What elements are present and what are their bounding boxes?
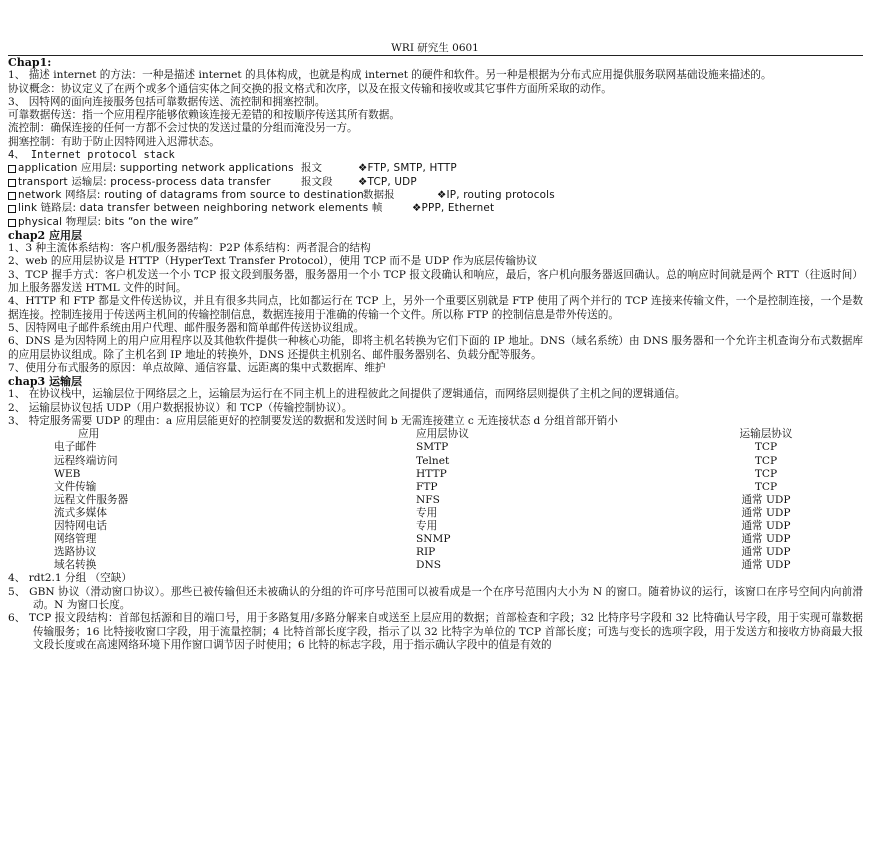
chap3-item-4: 4、 rdt2.1 分组 （空缺） [8, 572, 132, 585]
table-row: 远程终端访问 Telnet TCP [54, 454, 778, 467]
chap1-p3: 3、 因特网的面向连接服务包括可靠数据传送、流控制和拥塞控制。 [8, 95, 326, 108]
page-header: WRI 研究生 0601 [391, 42, 479, 54]
chap2-item-1: 1、3 种主流体系结构：客户机/服务器结构：P2P 体系结构：两者混合的结构 [8, 242, 371, 255]
chap2-item-3: 3、TCP 握手方式：客户机发送一个小 TCP 报文段到服务器，服务器用一个小 TCP 报文段确认和响应，最后，客户机向服务器返回确认。总的响应时间就是两个 RTT（往返时间）加上服务器发送 HTML 文件的时间。 [8, 268, 863, 295]
chap2-item-2: 2、web 的应用层协议是 HTTP（HyperText Transfer Protocol），使用 TCP 而不是 UDP 作为底层传输协议 [8, 255, 538, 268]
chap1-protocol-definition: 协议概念：协议定义了在两个或多个通信实体之间交换的报文格式和次序，以及在报文传输和接收或其它事件方面所采取的动作。 [8, 82, 612, 95]
chap1-p7: 4、 Internet protocol stack [8, 149, 175, 162]
udp-tcp-table [8, 428, 846, 572]
stack-layer-transport: transport 运输层: process-process data transfer 报文段 ❖TCP, UDP [8, 176, 863, 189]
chap3-item-2: 2、 运输层协议包括 UDP（用户数据报协议）和 TCP（传输控制协议）。 [8, 401, 353, 414]
table-row: WEB HTTP TCP [54, 467, 778, 480]
chap1-p6: 拥塞控制：有助于防止因特网进入迟滞状态。 [8, 135, 220, 148]
table-row: 远程文件服务器 NFS 通常 UDP [54, 493, 791, 506]
table-row: 因特网电话 专用 通常 UDP [54, 519, 791, 532]
chap3-item-6: 6、 TCP 报文段结构：首部包括源和目的端口号，用于多路复用/多路分解来自或送至上层应用的数据；首部检查和字段；32 比特序号字段和 32 比特确认号字段，用于实现可靠数据传输服务；16 比特接收窗口字段，用于流量控制；4 比特首部长度字段，指示了以 32 比特字为单位的 TCP 首部长度；可选与变长的选项字段，用于发送方和接收方协商最大报文段长度或在高速网络环境下用作窗口调节因子时使用；6 比特的标志字段，用于指示确认字段中的值是有效的 [8, 612, 863, 651]
table-row: 域名转换 DNS 通常 UDP [54, 559, 791, 572]
table-header-row: 应用 应用层协议 运输层协议 [78, 428, 793, 441]
stack-layer-network: network 网络层: routing of datagrams from source to destination 数据报 ❖IP, routing protocols [8, 189, 863, 202]
chap2-item-4: 4、HTTP 和 FTP 都是文件传送协议，并且有很多共同点，比如都运行在 TCP 上，另外一个重要区别就是 FTP 使用了两个并行的 TCP 连接来传输文件，一个是控制连接，一个是数据连接。控制连接用于传送两主机间的传输控制信息，数据连接用于准确的传输一个文件。所以称 FTP 的控制信息是带外传送的。 [8, 295, 863, 321]
checkbox-icon [8, 179, 16, 187]
stack-layer-physical: physical 物理层: bits “on the wire” [8, 216, 863, 229]
table-row: 流式多媒体 专用 通常 UDP [54, 506, 791, 519]
chap1-p1: 1、 描述 internet 的方法：一种是描述 internet 的具体构成，也就是构成 internet 的硬件和软件。另一种是根据为分布式应用提供服务联网基础设施来描述的。 [8, 69, 772, 82]
checkbox-icon [8, 165, 16, 173]
chap2-item-5: 5、因特网电子邮件系统由用户代理、邮件服务器和简单邮件传送协议组成。 [8, 321, 365, 334]
table-row: 选路协议 RIP 通常 UDP [54, 546, 791, 559]
chap3-item-5: 5、 GBN 协议（滑动窗口协议）。那些已被传输但还未被确认的分组的许可序号范围可以被看成是一个在序号范围内大小为 N 的窗口。随着协议的运行，该窗口在序号空间内向前滑动。N 为窗口长度。 [8, 585, 863, 611]
checkbox-icon [8, 219, 16, 227]
stack-layer-link: link 链路层: data transfer between neighboring network elements 帧 ❖PPP, Ethernet [8, 202, 863, 215]
chap2-item-6: 6、DNS 是为因特网上的用户应用程序以及其他软件提供一种核心功能，即将主机名转换为它们下面的 IP 地址。DNS（域名系统）由 DNS 服务器和一个允许主机查询分布式数据库的应用层协议组成。除了主机名到 IP 地址的转换外，DNS 还提供主机别名、邮件服务器别名、负载分配等服务。 [8, 335, 863, 361]
chap1-title: Chap1: [8, 56, 52, 69]
chap1-p5: 流控制：确保连接的任何一方都不会过快的发送过量的分组而淹没另一方。 [8, 122, 358, 135]
chap1-p4: 可靠数据传送：指一个应用程序能够依赖该连接无差错的和按顺序传送其所有数据。 [8, 109, 400, 122]
table-row: 文件传输 FTP TCP [54, 480, 778, 493]
chap2-item-7: 7、使用分布式服务的原因：单点故障、通信容量、远距离的集中式数据库、维护 [8, 361, 386, 374]
checkbox-icon [8, 192, 16, 200]
table-row: 电子邮件 SMTP TCP [54, 441, 778, 454]
chap3-item-3: 3、 特定服务需要 UDP 的理由：a 应用层能更好的控制要发送的数据和发送时间 b 无需连接建立 c 无连接状态 d 分组首部开销小 [8, 415, 618, 428]
chap3-item-1: 1、 在协议栈中，运输层位于网络层之上，运输层为运行在不同主机上的进程彼此之间提供了逻辑通信，而网络层则提供了主机之间的逻辑通信。 [8, 388, 686, 401]
stack-layer-application: application 应用层: supporting network applications 报文 ❖FTP, SMTP, HTTP [8, 162, 863, 175]
chap2-title: chap2 应用层 [8, 228, 82, 242]
checkbox-icon [8, 205, 16, 213]
table-row: 网络管理 SNMP 通常 UDP [54, 533, 791, 546]
chap3-title: chap3 运输层 [8, 375, 82, 389]
document-body [8, 56, 863, 652]
